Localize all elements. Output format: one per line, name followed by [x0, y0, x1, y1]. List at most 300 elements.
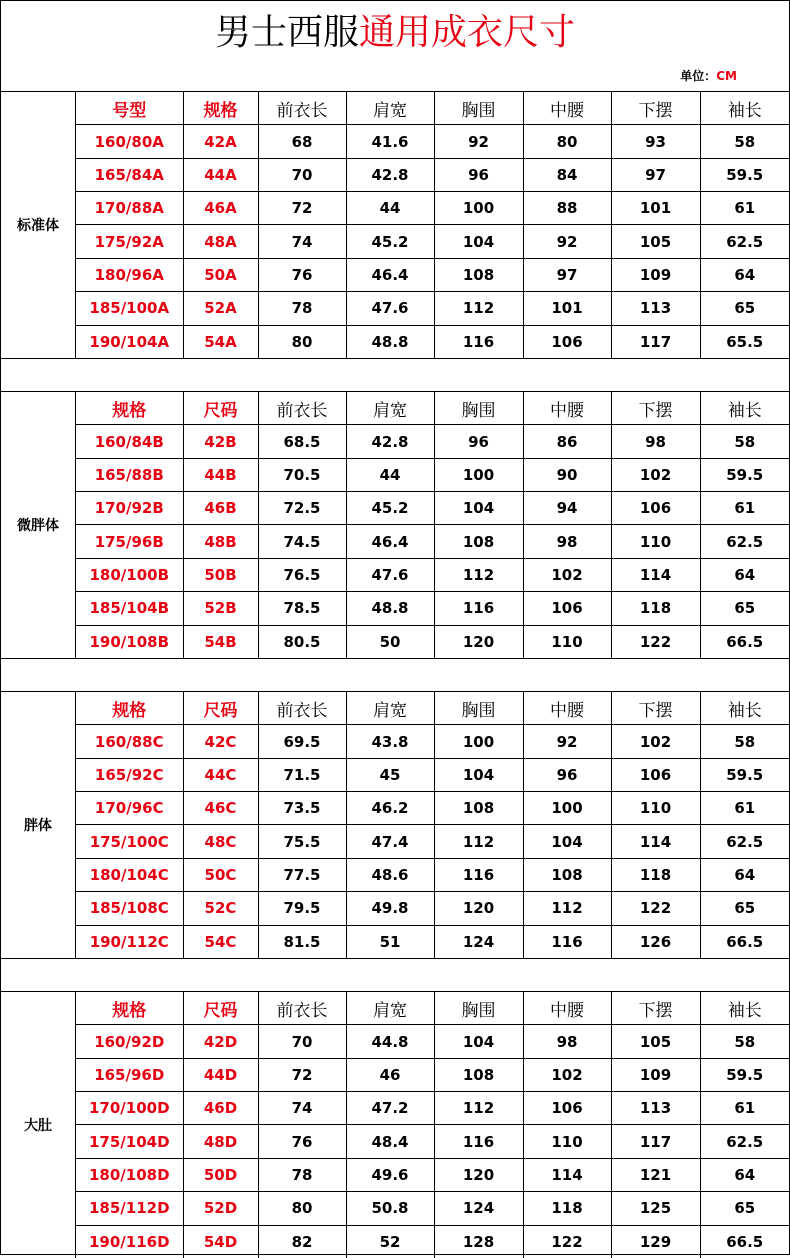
table-cell: 180/108D: [76, 1158, 183, 1191]
table-cell: 101: [611, 192, 700, 225]
table-row: [76, 1058, 789, 1091]
table-cell: 118: [611, 592, 700, 625]
table-cell: 61: [700, 192, 789, 225]
table-cell: 46.4: [346, 258, 434, 291]
table-cell: 93: [611, 125, 700, 158]
table-cell: 54A: [183, 325, 258, 358]
table-cell: 64: [700, 858, 789, 891]
table-cell: 113: [611, 1092, 700, 1125]
header-cell: 尺码: [183, 692, 258, 725]
table-cell: 78.5: [258, 592, 346, 625]
header-cell: 袖长: [700, 392, 789, 425]
table-cell: 50: [346, 625, 434, 658]
header-row: [76, 692, 789, 725]
table-cell: 117: [611, 1125, 700, 1158]
table-cell: 108: [434, 792, 523, 825]
table-cell: 98: [611, 425, 700, 458]
table-cell: 104: [434, 1025, 523, 1058]
table-cell: 52: [346, 1225, 434, 1258]
table-cell: 128: [434, 1225, 523, 1258]
header-cell: 胸围: [434, 692, 523, 725]
header-row: [76, 992, 789, 1025]
table-cell: 70.5: [258, 458, 346, 491]
size-table: [76, 92, 789, 358]
table-cell: 48D: [183, 1125, 258, 1158]
header-row: [76, 92, 789, 125]
table-cell: 58: [700, 125, 789, 158]
table-cell: 49.6: [346, 1158, 434, 1191]
table-cell: 64: [700, 258, 789, 291]
table-cell: 47.6: [346, 558, 434, 591]
table-cell: 118: [611, 858, 700, 891]
table-cell: 58: [700, 1025, 789, 1058]
table-cell: 65: [700, 892, 789, 925]
table-cell: 160/92D: [76, 1025, 183, 1058]
table-cell: 64: [700, 558, 789, 591]
table-cell: 45: [346, 758, 434, 791]
table-cell: 97: [523, 258, 611, 291]
table-cell: 102: [611, 725, 700, 758]
header-cell: 中腰: [523, 92, 611, 125]
table-cell: 78: [258, 1158, 346, 1191]
table-cell: 65: [700, 592, 789, 625]
table-cell: 92: [523, 725, 611, 758]
section-standard: [1, 92, 789, 358]
table-cell: 109: [611, 1058, 700, 1091]
table-cell: 180/100B: [76, 558, 183, 591]
table-row: [76, 492, 789, 525]
table-cell: 65: [700, 1192, 789, 1225]
table-cell: 120: [434, 625, 523, 658]
table-row: [76, 458, 789, 491]
table-cell: 108: [434, 258, 523, 291]
table-cell: 86: [523, 425, 611, 458]
table-cell: 48C: [183, 825, 258, 858]
table-cell: 104: [434, 492, 523, 525]
table-cell: 59.5: [700, 1058, 789, 1091]
table-cell: 80: [258, 325, 346, 358]
table-cell: 110: [611, 792, 700, 825]
section-label: 胖体: [1, 692, 76, 958]
table-cell: 42.8: [346, 425, 434, 458]
table-cell: 44: [346, 192, 434, 225]
size-table: [76, 692, 789, 958]
table-cell: 50D: [183, 1158, 258, 1191]
table-cell: 109: [611, 258, 700, 291]
header-cell: 胸围: [434, 92, 523, 125]
table-cell: 64: [700, 1158, 789, 1191]
table-cell: 101: [523, 292, 611, 325]
table-cell: 65.5: [700, 325, 789, 358]
table-cell: 116: [434, 592, 523, 625]
table-cell: 98: [523, 525, 611, 558]
header-cell: 号型: [76, 92, 183, 125]
table-cell: 72: [258, 1058, 346, 1091]
table-cell: 116: [434, 858, 523, 891]
section-label: 微胖体: [1, 392, 76, 658]
table-cell: 50C: [183, 858, 258, 891]
table-row: [76, 225, 789, 258]
table-cell: 42A: [183, 125, 258, 158]
table-cell: 98: [523, 1025, 611, 1058]
table-cell: 46: [346, 1058, 434, 1091]
table-cell: 81.5: [258, 925, 346, 958]
table-cell: 165/88B: [76, 458, 183, 491]
table-cell: 92: [523, 225, 611, 258]
header-cell: 中腰: [523, 392, 611, 425]
table-cell: 44: [346, 458, 434, 491]
section-divider: [1, 358, 789, 392]
title-row: [1, 1, 789, 92]
table-row: [76, 725, 789, 758]
table-cell: 66.5: [700, 925, 789, 958]
table-row: [76, 125, 789, 158]
table-cell: 165/92C: [76, 758, 183, 791]
table-cell: 50A: [183, 258, 258, 291]
table-cell: 45.2: [346, 492, 434, 525]
table-cell: 96: [434, 425, 523, 458]
table-cell: 96: [434, 158, 523, 191]
size-table: [76, 992, 789, 1258]
table-cell: 59.5: [700, 458, 789, 491]
table-cell: 175/96B: [76, 525, 183, 558]
table-row: [76, 792, 789, 825]
table-cell: 165/96D: [76, 1058, 183, 1091]
table-cell: 121: [611, 1158, 700, 1191]
table-row: [76, 892, 789, 925]
table-cell: 62.5: [700, 525, 789, 558]
header-cell: 规格: [76, 992, 183, 1025]
table-cell: 70: [258, 158, 346, 191]
table-cell: 112: [523, 892, 611, 925]
table-cell: 46.2: [346, 792, 434, 825]
table-cell: 180/96A: [76, 258, 183, 291]
table-cell: 42.8: [346, 158, 434, 191]
table-row: [76, 1192, 789, 1225]
table-row: [76, 192, 789, 225]
table-cell: 104: [434, 225, 523, 258]
table-cell: 106: [523, 325, 611, 358]
table-cell: 160/80A: [76, 125, 183, 158]
table-cell: 170/88A: [76, 192, 183, 225]
table-cell: 190/104A: [76, 325, 183, 358]
table-cell: 112: [434, 825, 523, 858]
table-cell: 116: [523, 925, 611, 958]
table-cell: 50B: [183, 558, 258, 591]
table-cell: 106: [611, 492, 700, 525]
table-cell: 73.5: [258, 792, 346, 825]
table-cell: 76.5: [258, 558, 346, 591]
table-cell: 74.5: [258, 525, 346, 558]
section-label: 大肚: [1, 992, 76, 1258]
table-cell: 108: [523, 858, 611, 891]
table-cell: 80: [258, 1192, 346, 1225]
table-cell: 190/112C: [76, 925, 183, 958]
table-cell: 96: [523, 758, 611, 791]
table-cell: 112: [434, 292, 523, 325]
table-cell: 102: [611, 458, 700, 491]
table-cell: 72.5: [258, 492, 346, 525]
table-cell: 185/108C: [76, 892, 183, 925]
table-cell: 104: [434, 758, 523, 791]
header-cell: 下摆: [611, 692, 700, 725]
table-cell: 110: [523, 1125, 611, 1158]
table-cell: 44D: [183, 1058, 258, 1091]
table-cell: 49.8: [346, 892, 434, 925]
header-row: [76, 392, 789, 425]
table-cell: 124: [434, 925, 523, 958]
table-cell: 160/84B: [76, 425, 183, 458]
table-row: [76, 1025, 789, 1058]
header-cell: 胸围: [434, 392, 523, 425]
table-cell: 46.4: [346, 525, 434, 558]
header-cell: 胸围: [434, 992, 523, 1025]
table-cell: 114: [611, 825, 700, 858]
table-cell: 47.2: [346, 1092, 434, 1125]
table-cell: 100: [434, 192, 523, 225]
table-cell: 80: [523, 125, 611, 158]
header-cell: 前衣长: [258, 92, 346, 125]
table-cell: 46D: [183, 1092, 258, 1125]
table-row: [76, 558, 789, 591]
table-cell: 170/92B: [76, 492, 183, 525]
size-table: [76, 392, 789, 658]
table-cell: 44C: [183, 758, 258, 791]
table-cell: 45.2: [346, 225, 434, 258]
table-cell: 62.5: [700, 225, 789, 258]
table-cell: 75.5: [258, 825, 346, 858]
table-cell: 58: [700, 425, 789, 458]
section-plump: [1, 692, 789, 958]
table-cell: 61: [700, 1092, 789, 1125]
table-cell: 185/104B: [76, 592, 183, 625]
table-cell: 52D: [183, 1192, 258, 1225]
header-cell: 前衣长: [258, 692, 346, 725]
header-cell: 肩宽: [346, 92, 434, 125]
table-cell: 175/100C: [76, 825, 183, 858]
header-cell: 袖长: [700, 692, 789, 725]
unit-value: CM: [716, 69, 737, 83]
table-cell: 74: [258, 225, 346, 258]
header-cell: 中腰: [523, 992, 611, 1025]
title-part-black: 男士西服: [214, 12, 359, 53]
table-row: [76, 425, 789, 458]
table-cell: 160/88C: [76, 725, 183, 758]
header-cell: 前衣长: [258, 992, 346, 1025]
table-row: [76, 292, 789, 325]
table-row: [76, 1092, 789, 1125]
table-row: [76, 1125, 789, 1158]
table-cell: 170/96C: [76, 792, 183, 825]
table-cell: 114: [611, 558, 700, 591]
header-cell: 前衣长: [258, 392, 346, 425]
table-cell: 190/108B: [76, 625, 183, 658]
table-cell: 71.5: [258, 758, 346, 791]
header-cell: 肩宽: [346, 692, 434, 725]
table-cell: 68.5: [258, 425, 346, 458]
header-cell: 袖长: [700, 992, 789, 1025]
table-cell: 48B: [183, 525, 258, 558]
unit-note: [680, 67, 737, 84]
table-cell: 112: [434, 558, 523, 591]
table-row: [76, 1158, 789, 1191]
table-cell: 94: [523, 492, 611, 525]
page-title: [1, 7, 789, 59]
table-cell: 122: [611, 892, 700, 925]
header-cell: 中腰: [523, 692, 611, 725]
table-cell: 50.8: [346, 1192, 434, 1225]
table-cell: 69.5: [258, 725, 346, 758]
header-cell: 规格: [76, 692, 183, 725]
table-cell: 43.8: [346, 725, 434, 758]
table-cell: 54C: [183, 925, 258, 958]
table-cell: 47.4: [346, 825, 434, 858]
table-cell: 118: [523, 1192, 611, 1225]
table-cell: 48.6: [346, 858, 434, 891]
table-cell: 41.6: [346, 125, 434, 158]
table-cell: 175/92A: [76, 225, 183, 258]
table-cell: 90: [523, 458, 611, 491]
table-cell: 62.5: [700, 825, 789, 858]
table-cell: 46C: [183, 792, 258, 825]
header-cell: 肩宽: [346, 992, 434, 1025]
table-row: [76, 592, 789, 625]
table-cell: 84: [523, 158, 611, 191]
table-cell: 61: [700, 492, 789, 525]
table-cell: 76: [258, 1125, 346, 1158]
table-cell: 116: [434, 325, 523, 358]
table-cell: 122: [523, 1225, 611, 1258]
table-cell: 100: [434, 458, 523, 491]
table-cell: 46B: [183, 492, 258, 525]
header-cell: 袖长: [700, 92, 789, 125]
table-cell: 52C: [183, 892, 258, 925]
table-cell: 116: [434, 1125, 523, 1158]
table-row: [76, 1225, 789, 1258]
table-cell: 72: [258, 192, 346, 225]
table-cell: 124: [434, 1192, 523, 1225]
table-cell: 170/100D: [76, 1092, 183, 1125]
table-cell: 108: [434, 1058, 523, 1091]
table-cell: 54B: [183, 625, 258, 658]
table-cell: 185/100A: [76, 292, 183, 325]
table-cell: 44.8: [346, 1025, 434, 1058]
table-cell: 92: [434, 125, 523, 158]
table-cell: 82: [258, 1225, 346, 1258]
table-cell: 185/112D: [76, 1192, 183, 1225]
header-cell: 肩宽: [346, 392, 434, 425]
table-cell: 113: [611, 292, 700, 325]
table-cell: 102: [523, 558, 611, 591]
table-cell: 180/104C: [76, 858, 183, 891]
table-cell: 125: [611, 1192, 700, 1225]
table-row: [76, 625, 789, 658]
table-cell: 114: [523, 1158, 611, 1191]
table-row: [76, 258, 789, 291]
section-label: 标准体: [1, 92, 76, 358]
table-cell: 66.5: [700, 1225, 789, 1258]
table-cell: 44A: [183, 158, 258, 191]
header-cell: 规格: [76, 392, 183, 425]
table-cell: 97: [611, 158, 700, 191]
table-cell: 62.5: [700, 1125, 789, 1158]
section-divider: [1, 958, 789, 992]
table-row: [76, 758, 789, 791]
table-cell: 105: [611, 1025, 700, 1058]
table-cell: 77.5: [258, 858, 346, 891]
table-cell: 165/84A: [76, 158, 183, 191]
table-cell: 110: [611, 525, 700, 558]
table-cell: 122: [611, 625, 700, 658]
table-cell: 42B: [183, 425, 258, 458]
table-cell: 48A: [183, 225, 258, 258]
table-row: [76, 325, 789, 358]
table-cell: 70: [258, 1025, 346, 1058]
table-cell: 54D: [183, 1225, 258, 1258]
table-cell: 126: [611, 925, 700, 958]
table-cell: 106: [611, 758, 700, 791]
table-cell: 48.8: [346, 592, 434, 625]
table-cell: 80.5: [258, 625, 346, 658]
header-cell: 下摆: [611, 992, 700, 1025]
table-cell: 42D: [183, 1025, 258, 1058]
table-cell: 190/116D: [76, 1225, 183, 1258]
table-row: [76, 158, 789, 191]
table-cell: 46A: [183, 192, 258, 225]
table-cell: 58: [700, 725, 789, 758]
table-cell: 48.8: [346, 325, 434, 358]
table-cell: 110: [523, 625, 611, 658]
unit-label: 单位：: [680, 69, 717, 83]
table-cell: 100: [523, 792, 611, 825]
table-cell: 79.5: [258, 892, 346, 925]
table-cell: 44B: [183, 458, 258, 491]
table-cell: 78: [258, 292, 346, 325]
table-cell: 59.5: [700, 758, 789, 791]
table-cell: 76: [258, 258, 346, 291]
table-cell: 66.5: [700, 625, 789, 658]
header-cell: 尺码: [183, 992, 258, 1025]
header-cell: 下摆: [611, 392, 700, 425]
table-cell: 100: [434, 725, 523, 758]
table-cell: 129: [611, 1225, 700, 1258]
table-cell: 105: [611, 225, 700, 258]
table-cell: 68: [258, 125, 346, 158]
table-cell: 59.5: [700, 158, 789, 191]
table-cell: 48.4: [346, 1125, 434, 1158]
table-cell: 175/104D: [76, 1125, 183, 1158]
table-row: [76, 825, 789, 858]
table-row: [76, 858, 789, 891]
table-cell: 88: [523, 192, 611, 225]
header-cell: 下摆: [611, 92, 700, 125]
table-cell: 52B: [183, 592, 258, 625]
table-cell: 106: [523, 592, 611, 625]
table-cell: 104: [523, 825, 611, 858]
table-cell: 112: [434, 1092, 523, 1125]
table-cell: 42C: [183, 725, 258, 758]
table-cell: 74: [258, 1092, 346, 1125]
header-cell: 尺码: [183, 392, 258, 425]
table-row: [76, 925, 789, 958]
table-cell: 108: [434, 525, 523, 558]
table-cell: 106: [523, 1092, 611, 1125]
header-cell: 规格: [183, 92, 258, 125]
table-cell: 65: [700, 292, 789, 325]
section-big-belly: [1, 992, 789, 1258]
table-cell: 120: [434, 1158, 523, 1191]
table-cell: 52A: [183, 292, 258, 325]
